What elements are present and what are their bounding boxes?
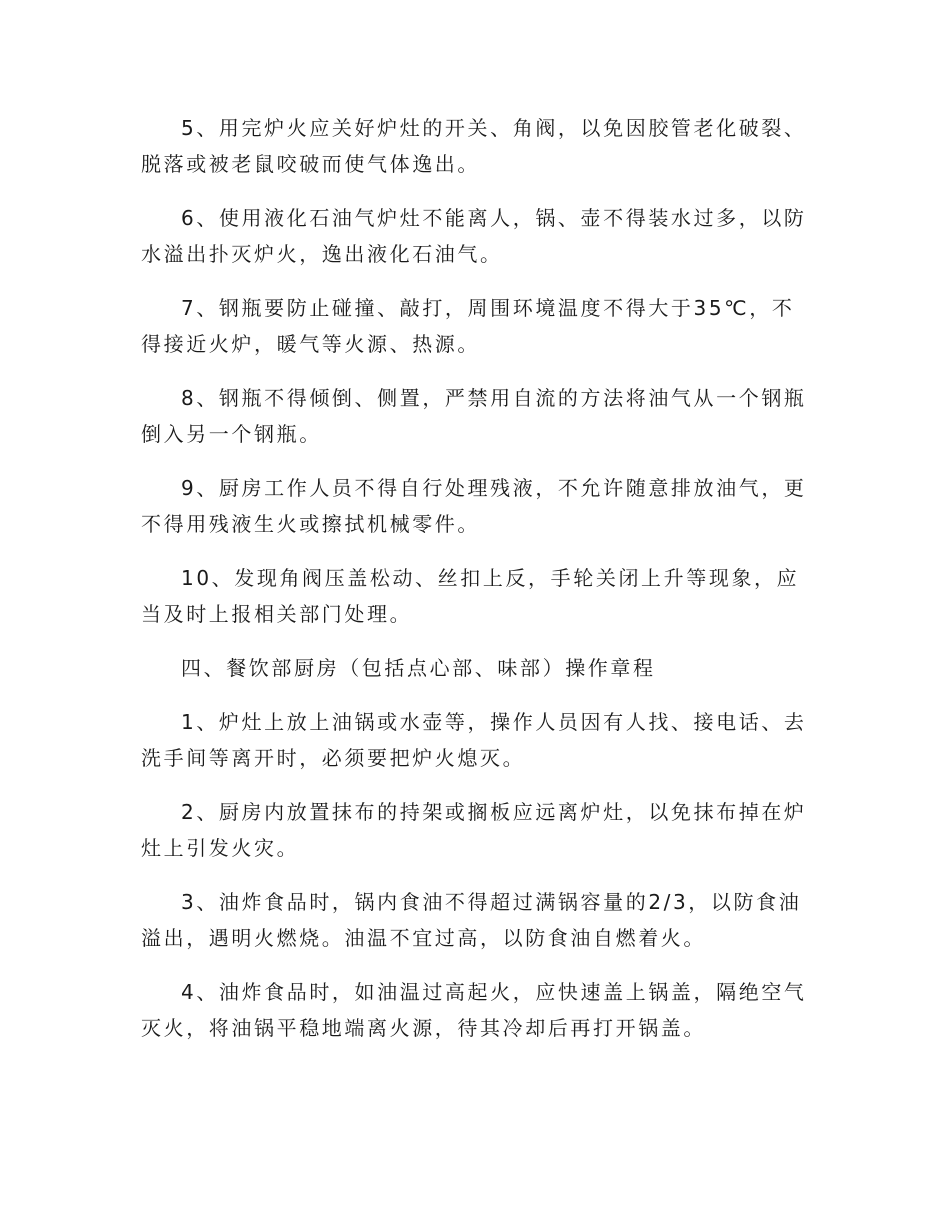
paragraph-item-9-residual-liquid: 9、厨房工作人员不得自行处理残液，不允许随意排放油气，更不得用残液生火或擦拭机械零件。: [141, 476, 807, 536]
paragraph-item-1-extinguish-when-leaving: 1、炉灶上放上油锅或水壶等，操作人员因有人找、接电话、去洗手间等离开时，必须要把炉火熄灭。: [141, 710, 807, 770]
document-body: [141, 110, 813, 1064]
paragraph-item-8-cylinder-position: 8、钢瓶不得倾倒、侧置，严禁用自流的方法将油气从一个钢瓶倒入另一个钢瓶。: [141, 386, 807, 446]
paragraph-item-6-no-leaving-stove: 6、使用液化石油气炉灶不能离人，锅、壶不得装水过多，以防水溢出扑灭炉火，逸出液化石油气。: [141, 206, 807, 266]
paragraph-item-3-oil-level: 3、油炸食品时，锅内食油不得超过满锅容量的2/3，以防食油溢出，遇明火燃烧。油温不宜过高，以防食油自燃着火。: [141, 890, 802, 950]
paragraph-item-5-hose-safety: 5、用完炉火应关好炉灶的开关、角阀，以免因胶管老化破裂、脱落或被老鼠咬破而使气体逸出。: [141, 116, 807, 176]
paragraph-item-2-cloth-rack: 2、厨房内放置抹布的持架或搁板应远离炉灶，以免抹布掉在炉灶上引发火灾。: [141, 800, 807, 860]
section-heading-kitchen-rules: 四、餐饮部厨房（包括点心部、味部）操作章程: [181, 656, 656, 680]
paragraph-item-10-valve-report: 10、发现角阀压盖松动、丝扣上反，手轮关闭上升等现象，应当及时上报相关部门处理。: [141, 566, 800, 626]
paragraph-item-4-oil-fire: 4、油炸食品时，如油温过高起火，应快速盖上锅盖，隔绝空气灭火，将油锅平稳地端离火源，待其冷却后再打开锅盖。: [141, 980, 807, 1040]
paragraph-item-7-cylinder-temperature: 7、钢瓶要防止碰撞、敲打，周围环境温度不得大于35℃，不得接近火炉，暖气等火源、热源。: [141, 296, 795, 356]
